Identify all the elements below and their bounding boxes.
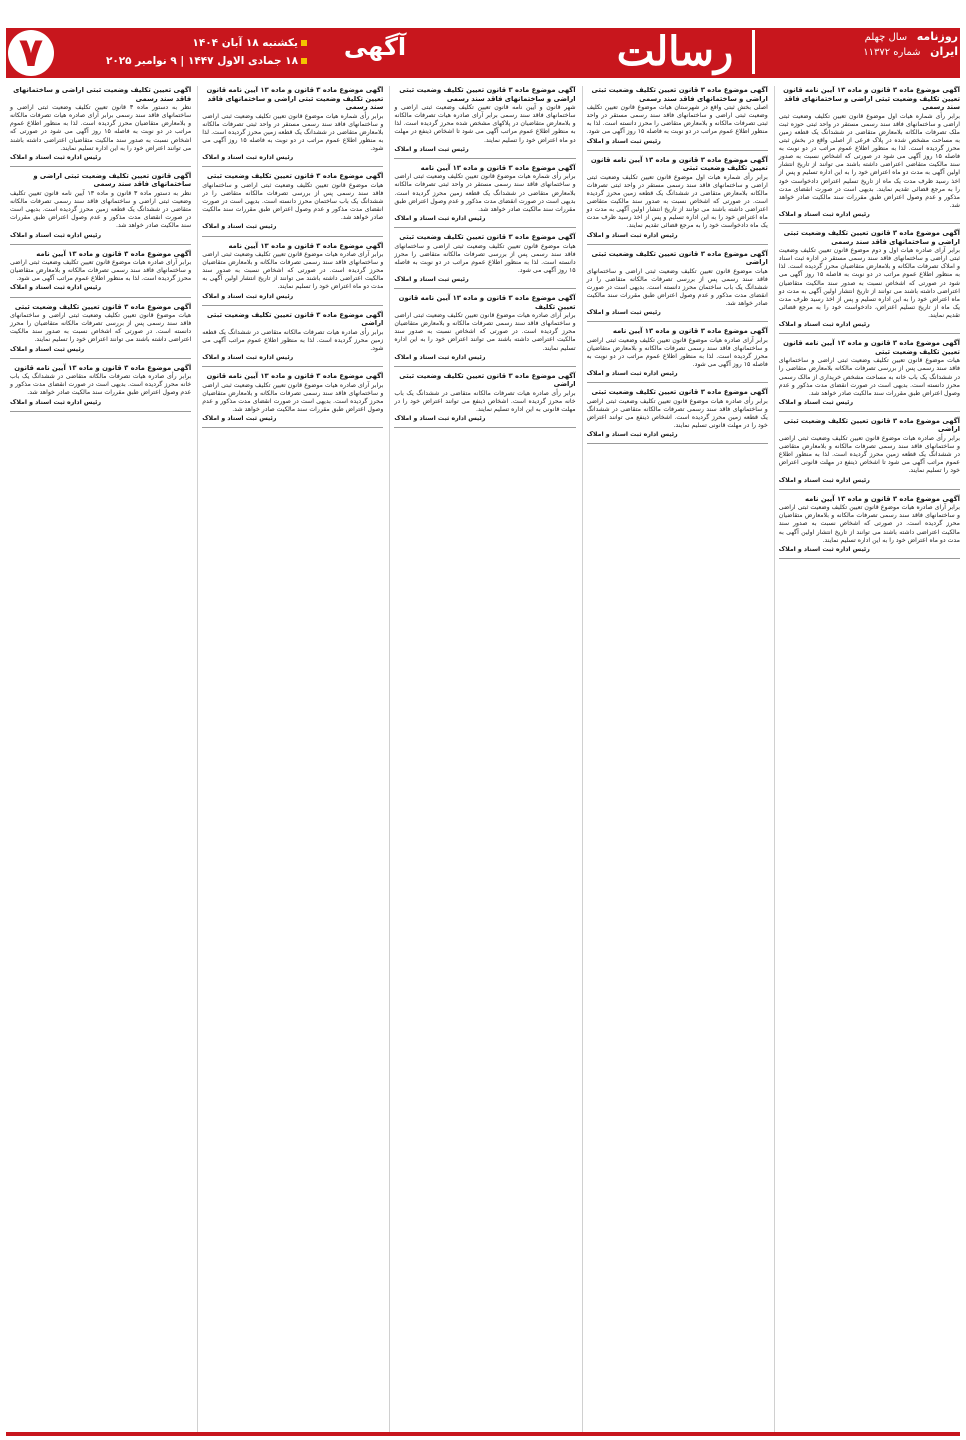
notice-signature: رئیس اداره ثبت اسناد و املاک [394,214,486,222]
notice-signature: رئیس اداره ثبت اسناد و املاک [394,353,486,361]
notice-body: برابر رأی صادره هیات تصرفات مالکانه متقاضی در ششدانگ یک باب خانه محرز گردیده است. بدیهی است در صورت انقضای مدت مذکور و عدم وصول اعتراض طبق مقررات سند مالکیت صادر خواهد شد. [9,373,192,397]
notice-divider [587,443,768,444]
notice-signature: رئیس اداره ثبت اسناد و املاک [9,284,102,292]
ad-column [197,86,383,1432]
notice-body: برابر رأی صادره هیات تصرفات مالکانه متقاضی در ششدانگ یک قطعه زمین محرز گردیده است. لذا به منظور اطلاع عموم مراتب آگهی می شود. [202,328,384,353]
notice-signature: رئیس اداره ثبت اسناد و املاک [586,370,678,378]
notice-signature: رئیس ثبت اسناد و املاک [394,145,469,153]
date-marker-icon [301,40,307,46]
notice-signature: رئیس اداره ثبت اسناد و املاک [9,231,102,239]
notice-body: برابر رأی صادره هیات موضوع قانون تعیین تکلیف وضعیت ثبتی اراضی و ساختمانهای فاقد سند رسمی تصرفات مالکانه و بلامعارض متقاضی در ششدانگ یک قطعه زمین محرز گردیده است. لذا به منظور اطلاع عموم مراتب آگهی می شود تا اشخاص ذینفع در مهلت قانونی اعتراض خود را تسلیم نمایند. [778,435,960,475]
ad-column [6,86,191,1432]
notice-title: آگهی موضوع ماده ۳ قانون و ماده ۱۳ آیین نامه [228,241,384,250]
legal-notice [779,86,960,224]
notice-divider [202,236,383,237]
legal-notice [202,372,383,428]
notice-title: آگهی موضوع ماده ۳ قانون و ماده ۱۳ آیین نامه قانون تعیین تکلیف [398,293,576,311]
notice-signature: رئیس اداره ثبت اسناد و املاک [202,354,294,362]
notice-signature: رئیس ثبت اسناد و املاک [202,415,277,423]
notice-signature: رئیس اداره ثبت اسناد و املاک [778,476,870,484]
legal-notice [394,294,575,367]
notice-title: آگهی موضوع ماده ۳ قانون و ماده ۱۳ آیین نامه قانون تعیین تکلیف وضعیت ثبتی اراضی و ساختمانهای فاقد سند رسمی [783,86,960,112]
notice-signature: رئیس ثبت اسناد و املاک [778,398,854,406]
legal-notice [587,327,768,383]
notice-body: برابر رأی صادره هیات تصرفات مالکانه متقاضی در ششدانگ یک باب خانه محرز گردیده است. اشخاص ذینفع می توانند اعتراض خود را در مهلت قانونی به این اداره تسلیم نمایند. [394,389,576,414]
legal-notice [587,250,768,323]
notice-divider [202,427,383,428]
year-label: سال چهلم [864,32,908,43]
notice-body: برابر آرای صادره هیات موضوع قانون تعیین تکلیف وضعیت ثبتی اراضی و ساختمانهای فاقد سند رسمی تصرفات مالکانه و بلامعارض متقاضیان محرز گردیده است. لذا به منظور اطلاع عموم مراتب آگهی می شود. [9,259,192,283]
ad-columns [6,86,960,1432]
notice-signature: رئیس اداره ثبت اسناد و املاک [778,210,870,218]
notice-divider [202,305,383,306]
legal-notice [10,86,191,167]
notice-divider [10,244,191,245]
notice-title: آگهی موضوع ماده ۳ قانون و ماده ۱۳ آیین نامه قانون تعیین تکلیف وضعیت ثبتی اراضی و ساختمانهای فاقد سند رسمی [206,86,384,112]
brand-label: روزنامه [916,30,958,43]
notice-title: آگهی موضوع ماده ۳ قانون و ماده ۱۳ آیین نامه [420,163,576,172]
notice-signature: رئیس اداره ثبت اسناد و املاک [586,431,678,439]
notice-divider [394,427,575,428]
legal-notice [10,172,191,245]
notice-title: آگهی موضوع ماده ۳ قانون تعیین تکلیف وضعیت ثبتی اراضی [207,310,384,328]
legal-notice [10,364,191,412]
page-number: ۷ [8,30,54,76]
notice-title: آگهی موضوع ماده ۳ قانون و ماده ۱۳ آیین نامه [805,494,960,503]
legal-notice [202,311,383,368]
notice-body: برابر رأی شماره هیات اول موضوع قانون تعیین تکلیف وضعیت ثبتی اراضی و ساختمانهای فاقد سند رسمی مستقر در واحد ثبتی تصرفات مالکانه بلامعارض متقاضی در ششدانگ یک قطعه زمین محرز گردیده است. در صورتی که اشخاص نسبت به صدور سند مالکیت متقاضی اعتراضی داشته باشند می توانند از تاریخ انتشار اولین آگهی به مدت دو ماه اعتراض خود را به این اداره تسلیم و پس از اخذ رسید ظرف مدت یک ماه دادخواست خود را به مرجع قضائی تقدیم نمایند. [586,173,768,230]
legal-notice [587,388,768,444]
notice-signature: رئیس ثبت اسناد و املاک [586,309,661,317]
ad-column [389,86,575,1432]
notice-body: برابر رأی شماره هیات موضوع قانون تعیین تکلیف وضعیت ثبتی اراضی و ساختمانهای فاقد سند رسمی مستقر در واحد ثبتی تصرفات مالکانه بلامعارض متقاضی در ششدانگ یک قطعه زمین محرز گردیده است. بدیهی است در صورت انقضای مدت مذکور و عدم وصول اعتراض طبق مقررات سند مالکیت صادر خواهد شد. [394,173,576,213]
notice-title: آگهی موضوع ماده ۳ قانون تعیین تکلیف وضعیت ثبتی اراضی [399,371,576,389]
notice-divider [10,166,191,167]
notice-body: برابر آرای صادره هیات اول و دوم موضوع قانون تعیین تکلیف وضعیت ثبتی اراضی و ساختمانهای فاقد سند رسمی مستقر در اداره ثبت اسناد و املاک تصرفات مالکانه و بلامعارض متقاضیان محرز گردیده است. لذا به منظور اطلاع عموم مراتب در دو نوبت به فاصله ۱۵ روز آگهی می شود در صورتی که اشخاص نسبت به صدور سند مالکیت متقاضیان اعتراضی داشته باشند می توانند از تاریخ انتشار اولین آگهی به مدت دو ماه اعتراض خود را به این اداره تسلیم و پس از اخذ رسید ظرف مدت یک ماه از تاریخ تسلیم اعتراض، دادخواست خود را به مرجع قضائی تقدیم نمایند. [778,247,960,319]
logo-divider [752,30,782,74]
date-line-1: یکشنبه ۱۸ آبان ۱۴۰۴ [192,37,298,49]
notice-body: نظر به دستور ماده ۳ قانون تعیین تکلیف وضعیت ثبتی اراضی و ساختمانهای فاقد سند رسمی برابر آرای صادره هیات تصرفات مالکانه و بلامعارض متقاضیان محرز گردیده است. لذا به منظور اطلاع عموم مراتب در دو نوبت به فاصله ۱۵ روز آگهی می شود در صورتی که اشخاص نسبت به صدور سند مالکیت متقاضیان اعتراضی داشته باشند می توانند اعتراض خود را به این اداره تسلیم نمایند. [9,104,192,152]
notice-title: آگهی موضوع ماده ۳ قانون تعیین تکلیف وضعیت ثبتی اراضی و ساختمانهای فاقد سند رسمی [399,86,576,103]
notice-body: برابر آرای صادره هیات موضوع قانون تعیین تکلیف وضعیت ثبتی اراضی و ساختمانهای فاقد سند رسمی تصرفات مالکانه و بلامعارض متقاضیان محرز گردیده است. لذا به منظور اطلاع عموم مراتب در دو نوبت به فاصله ۱۵ روز آگهی می شود. [586,336,768,369]
notice-divider [394,227,575,228]
notice-signature: رئیس اداره ثبت اسناد و املاک [394,415,486,423]
notice-body: هیات موضوع قانون تعیین تکلیف وضعیت ثبتی اراضی و ساختمانهای فاقد سند رسمی پس از بررسی تصرفات مالکانه متقاضیان را محرز دانسته است. در صورتی که اشخاص نسبت به صدور سند مالکیت اعتراضی داشته باشند می توانند اعتراض خود را تسلیم نمایند. [9,312,192,344]
notice-signature: رئیس اداره ثبت اسناد و املاک [586,231,678,239]
notice-divider [394,158,575,159]
date-block [60,34,310,72]
legal-notice [10,303,191,359]
notice-title: آگهی موضوع ماده ۳ قانون تعیین تکلیف وضعیت ثبتی [14,302,192,311]
notice-body: برابر آرای صادره هیات موضوع قانون تعیین تکلیف وضعیت ثبتی اراضی و ساختمانهای فاقد سند رسمی تصرفات مالکانه و بلامعارض متقاضیان محرز گردیده است. در صورتی که اشخاص نسبت به صدور سند مالکیت اعتراضی داشته باشند می توانند اعتراض خود را به این اداره تسلیم نمایند. [394,312,576,352]
notice-title: آگهی موضوع ماده ۳ قانون و ماده ۱۳ آیین نامه [36,249,192,258]
notice-signature: رئیس ثبت اسناد و املاک [202,223,277,231]
legal-notice [202,172,383,236]
legal-notice [394,164,575,228]
notice-signature: رئیس اداره ثبت اسناد و املاک [202,154,294,162]
notice-divider [779,411,960,412]
notice-title: آگهی موضوع ماده ۳ قانون تعیین تکلیف وضعیت ثبتی اراضی و ساختمانهای فاقد سند رسمی [591,86,768,103]
legal-notice [779,495,960,559]
notice-signature: رئیس ثبت اسناد و املاک [586,137,661,145]
notice-body: هیات موضوع قانون تعیین تکلیف وضعیت ثبتی اراضی و ساختمانهای فاقد سند رسمی پس از بررسی تصرفات مالکانه بلامعارض متقاضی را در ششدانگ یک باب خانه به مساحت مشخص خریداری از مالک رسمی محرز دانسته است. بدیهی است در صورت انقضای مدت مذکور و عدم وصول اعتراض طبق مقررات سند مالکیت صادر خواهد شد. [778,357,960,397]
notice-divider [779,489,960,490]
ad-column [774,86,960,1432]
notice-title: آگهی موضوع ماده ۳ قانون و ماده ۱۳ آیین نامه قانون تعیین تکلیف وضعیت ثبتی [590,155,768,173]
notice-signature: رئیس اداره ثبت اسناد و املاک [778,545,870,553]
notice-body: برابر رأی شماره هیات موضوع قانون تعیین تکلیف وضعیت ثبتی اراضی و ساختمانهای فاقد سند رسمی مستقر در واحد ثبتی تصرفات مالکانه بلامعارض متقاضی در ششدانگ یک قطعه زمین محرز گردیده است. لذا به منظور اطلاع عموم مراتب در دو نوبت به فاصله ۱۵ روز آگهی می شود. [202,112,384,153]
notice-body: برابر آرای صادره هیات موضوع قانون تعیین تکلیف وضعیت ثبتی اراضی و ساختمانهای فاقد سند رسمی تصرفات مالکانه و بلامعارض متقاضیان محرز گردیده است. بدیهی است در صورت انقضای مدت مذکور و عدم وصول اعتراض طبق مقررات سند مالکیت صادر خواهد شد. [202,381,384,414]
date-line-2: ۱۸ جمادی الاول ۱۴۴۷ | ۹ نوامبر ۲۰۲۵ [105,55,298,67]
notice-title: آگهی موضوع ماده ۳ قانون و ماده ۱۳ آیین نامه قانون تعیین تکلیف وضعیت ثبتی [783,339,960,356]
legal-notice [394,233,575,289]
newspaper-logo: رسالت [616,28,734,75]
notice-signature: رئیس ثبت اسناد و املاک [394,275,469,283]
notice-divider [587,150,768,151]
ad-column [582,86,768,1432]
notice-divider [202,366,383,367]
notice-signature: رئیس اداره ثبت اسناد و املاک [9,398,102,406]
footer-band [6,1432,960,1436]
notice-title: آگهی موضوع ماده ۳ قانون و ماده ۱۳ آیین نامه قانون [206,372,384,381]
notice-divider [779,558,960,559]
legal-notice [202,86,383,167]
legal-notice [779,229,960,334]
legal-notice [587,86,768,151]
notice-divider [779,333,960,334]
notice-divider [394,288,575,289]
legal-notice [779,339,960,412]
notice-divider [394,366,575,367]
date-marker-icon [301,58,307,64]
notice-body: برابر رأی صادره هیات موضوع قانون تعیین تکلیف وضعیت ثبتی اراضی و ساختمانهای فاقد سند رسمی تصرفات مالکانه متقاضی در ششدانگ یک قطعه زمین محرز گردیده است. اشخاص ذینفع می توانند اعتراض خود را در مهلت قانونی تسلیم نمایند. [586,398,768,430]
notice-body: هیات موضوع قانون تعیین تکلیف وضعیت ثبتی اراضی و ساختمانهای فاقد سند رسمی پس از بررسی تصرفات مالکانه متقاضی را در ششدانگ یک باب ساختمان محرز دانسته است. بدیهی است در صورت انقضای مدت مذکور و عدم وصول اعتراض طبق مقررات سند مالکیت صادر خواهد شد. [202,181,384,222]
notice-title: آگهی موضوع ماده ۳ قانون تعیین تکلیف وضعیت ثبتی [399,232,576,241]
notice-title: آگهی موضوع ماده ۳ قانون تعیین تکلیف وضعیت ثبتی اراضی [591,249,768,267]
section-title: آگهی [343,33,407,61]
notice-title: آگهی تعیین تکلیف وضعیت ثبتی اراضی و ساختمانهای فاقد سند رسمی [13,86,192,103]
notice-title: آگهی موضوع ماده ۳ قانون و ماده ۱۳ آیین نامه قانون [14,363,192,372]
notice-divider [10,411,191,412]
notice-body: برابر آرای صادره هیات موضوع قانون تعیین تکلیف وضعیت ثبتی اراضی و ساختمانهای فاقد سند رسمی تصرفات مالکانه و بلامعارض متقاضیان محرز گردیده است. در صورتی که اشخاص نسبت به صدور سند مالکیت اعتراضی داشته باشند می توانند از تاریخ انتشار اولین آگهی به مدت دو ماه اعتراض خود را تسلیم نمایند. [202,251,384,291]
legal-notice [394,86,575,159]
notice-body: برابر آرای صادره هیات موضوع قانون تعیین تکلیف وضعیت ثبتی اراضی و ساختمانهای فاقد سند رسمی تصرفات مالکانه و بلامعارض متقاضیان محرز گردیده است. در صورتی که اشخاص نسبت به صدور سند مالکیت اعتراضی داشته باشند می توانند از تاریخ انتشار اولین آگهی به مدت دو ماه اعتراض خود را به این اداره تسلیم نمایند. [778,504,960,544]
legal-notice [202,242,383,306]
legal-notice [587,156,768,245]
notice-title: آگهی قانون تعیین تکلیف وضعیت ثبتی اراضی و ساختمانهای فاقد سند رسمی [33,171,192,189]
legal-notice [10,250,191,298]
notice-body: اصلی بخش ثبتی واقع در شهرستان هیات موضوع قانون تعیین تکلیف وضعیت ثبتی اراضی و ساختمانهای فاقد سند رسمی مستقر در واحد ثبتی تصرفات مالکانه و بلامعارض متقاضی را محرز دانسته است. لذا به منظور اطلاع عموم مراتب در دو نوبت به فاصله ۱۵ روز آگهی می شود. [586,104,768,136]
notice-signature: رئیس اداره ثبت اسناد و املاک [9,153,102,161]
notice-divider [587,321,768,322]
notice-title: آگهی موضوع ماده ۳ قانون و ماده ۱۳ آیین نامه [612,327,768,336]
notice-body: برابر رأی شماره هیات اول موضوع قانون تعیین تکلیف وضعیت ثبتی اراضی و ساختمانهای فاقد سند رسمی مستقر در واحد ثبتی حوزه ثبت ملک تصرفات مالکانه بلامعارض متقاضی در ششدانگ یک قطعه زمین به مساحت مشخص شده در پلاک فرعی از اصلی واقع در بخش ثبتی محرز گردیده است. لذا به منظور اطلاع عموم مراتب در دو نوبت به فاصله ۱۵ روز آگهی می شود در صورتی که اشخاص نسبت به صدور سند مالکیت متقاضی اعتراضی داشته باشند می توانند از تاریخ انتشار اولین آگهی به مدت دو ماه اعتراض خود را به این اداره تسلیم و پس از اخذ رسید ظرف مدت یک ماه از تاریخ تسلیم اعتراض دادخواست خود را به مرجع قضائی تقدیم نمایند. بدیهی است در صورت انقضای مدت مذکور و عدم وصول اعتراض طبق مقررات سند مالکیت صادر خواهد شد. [778,112,960,209]
notice-title: آگهی موضوع ماده ۳ قانون تعیین تکلیف وضعیت ثبتی اراضی و ساختمانهای فاقد سند رسمی [783,229,960,246]
issue-meta [790,30,958,76]
notice-signature: رئیس اداره ثبت اسناد و املاک [778,321,870,329]
notice-divider [202,166,383,167]
legal-notice [394,372,575,429]
notice-divider [779,223,960,224]
notice-title: آگهی موضوع ماده ۳ قانون تعیین تکلیف وضعیت ثبتی اراضی [783,416,960,434]
notice-signature: رئیس ثبت اسناد و املاک [9,345,85,353]
legal-notice [779,417,960,490]
notice-body: شهر قانون و آیین نامه قانون تعیین تکلیف وضعیت ثبتی اراضی و ساختمانهای فاقد سند رسمی برابر آرای صادره هیات تصرفات مالکانه و بلامعارض متقاضیان در پلاکهای مشخص شده محرز گردیده است. لذا به منظور اطلاع عموم مراتب آگهی می شود تا اشخاص ذینفع در مهلت دو ماه اعتراض خود را تسلیم نمایند. [394,104,576,144]
notice-title: آگهی موضوع ماده ۳ قانون تعیین تکلیف وضعیت ثبتی [591,388,768,397]
notice-divider [587,244,768,245]
notice-body: هیات موضوع قانون تعیین تکلیف وضعیت ثبتی اراضی و ساختمانهای فاقد سند رسمی پس از بررسی تصرفات مالکانه متقاضی را در ششدانگ یک باب ساختمان محرز دانسته است. بدیهی است در صورت انقضای مدت مذکور و عدم وصول اعتراض طبق مقررات سند مالکیت صادر خواهد شد. [586,267,768,308]
notice-body: هیات موضوع قانون تعیین تکلیف وضعیت ثبتی اراضی و ساختمانهای فاقد سند رسمی پس از بررسی تصرفات مالکانه متقاضی را محرز دانسته است. لذا به منظور اطلاع عموم مراتب در دو نوبت به فاصله ۱۵ روز آگهی می شود. [394,242,576,274]
brand-sub: ایران [930,45,958,58]
notice-signature: رئیس اداره ثبت اسناد و املاک [202,292,294,300]
issue-label: شماره ۱۱۳۷۲ [863,47,921,58]
notice-divider [587,382,768,383]
notice-divider [10,358,191,359]
notice-divider [10,297,191,298]
notice-body: نظر به دستور ماده ۳ قانون و ماده ۱۳ آیین نامه قانون تعیین تکلیف وضعیت ثبتی اراضی و ساختمانهای فاقد سند رسمی تصرفات مالکانه متقاضی در ششدانگ یک قطعه زمین محرز گردیده است. بدیهی است در صورت انقضای مدت مذکور و عدم وصول اعتراض طبق مقررات سند مالکیت صادر خواهد شد. [9,190,192,230]
notice-title: آگهی موضوع ماده ۳ قانون تعیین تکلیف وضعیت ثبتی [207,172,384,181]
